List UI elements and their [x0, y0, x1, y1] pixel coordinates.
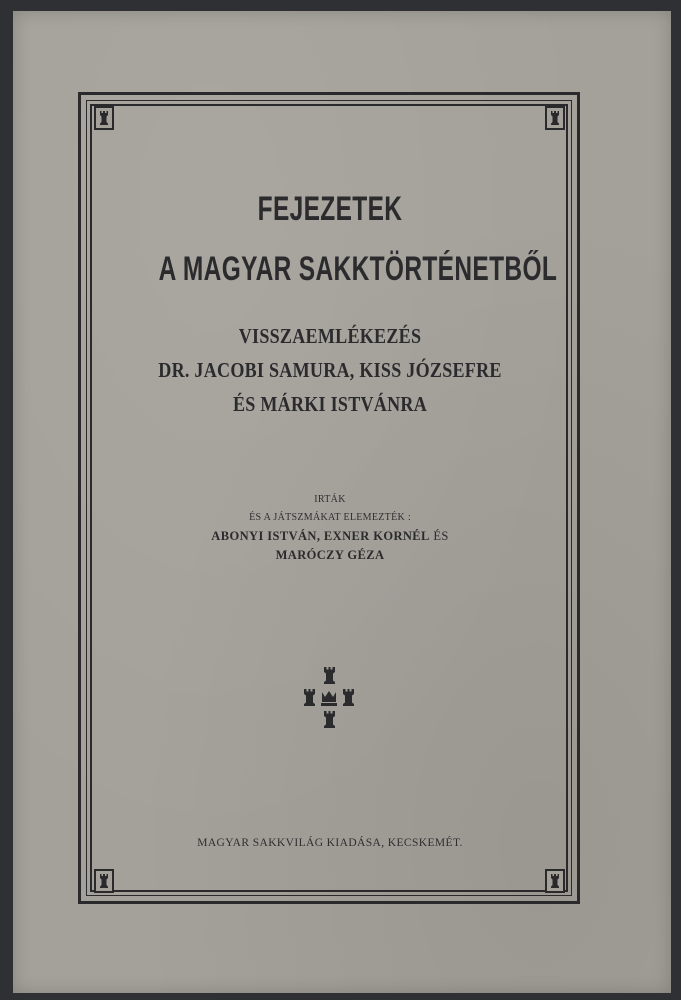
book-title-line-1: FEJEZETEK [257, 190, 403, 228]
author-name-maroczy: MARÓCZY GÉZA [275, 548, 385, 562]
authors-line-2 [92, 548, 568, 563]
crown-icon [321, 691, 337, 706]
rook-cluster-emblem [302, 665, 356, 731]
credit-line-2: ÉS A JÁTSZMÁKAT ELEMEZTÉK : [249, 512, 411, 523]
rook-icon [545, 106, 565, 130]
subtitle-line-2: DR. JACOBI SAMURA, KISS JÓZSEFRE [158, 358, 502, 382]
credit-line-1: IRTÁK [314, 494, 346, 505]
subtitle-line-1: VISSZAEMLÉKEZÉS [238, 324, 422, 348]
rook-icon [94, 106, 114, 130]
authors-line-1 [92, 529, 568, 544]
rook-icon [324, 711, 335, 728]
subtitle-line-3: ÉS MÁRKI ISTVÁNRA [232, 392, 428, 416]
rook-icon [545, 869, 565, 893]
publisher-imprint: MAGYAR SAKKVILÁG KIADÁSA, KECSKEMÉT. [197, 837, 463, 849]
authors-names: ABONYI ISTVÁN, EXNER KORNÉL [211, 529, 430, 543]
rook-icon [343, 689, 354, 706]
rook-icon [94, 869, 114, 893]
rook-icon [324, 667, 335, 684]
book-title-line-2: A MAGYAR SAKKTÖRTÉNETBŐL [158, 250, 558, 288]
authors-conjunction: ÉS [433, 529, 449, 543]
rook-icon [304, 689, 315, 706]
